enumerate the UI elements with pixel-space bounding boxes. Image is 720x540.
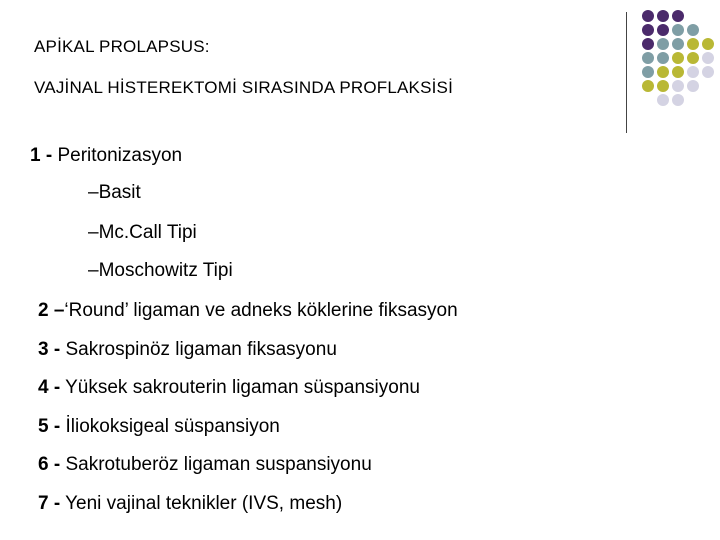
item-number: 4 -	[38, 377, 61, 398]
list-item-3	[38, 339, 337, 361]
decorative-dot	[687, 80, 699, 92]
decorative-dot	[672, 38, 684, 50]
decorative-dot	[642, 24, 654, 36]
list-item-6	[38, 454, 372, 476]
decorative-dot	[657, 52, 669, 64]
decorative-dot	[687, 66, 699, 78]
slide-title-line-2: VAJİNAL HİSTEREKTOMİ SIRASINDA PROFLAKSİSİ	[34, 78, 454, 97]
decorative-dot	[642, 10, 654, 22]
decorative-dot	[672, 10, 684, 22]
decorative-dot	[657, 66, 669, 78]
decorative-dot	[687, 24, 699, 36]
item-number: 7 -	[38, 493, 61, 514]
list-subitem-moschowitz	[88, 260, 233, 282]
list-subitem-basit	[88, 182, 141, 204]
decorative-dot	[672, 66, 684, 78]
item-number: 3 -	[38, 339, 61, 360]
decorative-dot	[657, 24, 669, 36]
item-text: –Moschowitz Tipi	[88, 260, 233, 281]
decorative-dot	[672, 52, 684, 64]
decorative-dot	[657, 94, 669, 106]
list-item-4	[38, 377, 420, 399]
item-text: –Basit	[88, 182, 141, 203]
decorative-dot-grid	[640, 10, 720, 120]
slide-title-line-1: APİKAL PROLAPSUS:	[34, 37, 210, 56]
decorative-dot	[702, 52, 714, 64]
item-text: ‘Round’ ligaman ve adneks köklerine fiksasyon	[64, 300, 458, 321]
decorative-dot	[687, 38, 699, 50]
item-text: Yeni vajinal teknikler (IVS, mesh)	[60, 493, 343, 514]
decorative-dot	[657, 80, 669, 92]
item-text: Sakrotuberöz ligaman suspansiyonu	[60, 454, 372, 475]
list-item-1	[30, 145, 182, 167]
decorative-dot	[657, 38, 669, 50]
item-number: 2 –	[38, 300, 65, 321]
decorative-dot	[642, 80, 654, 92]
decorative-dot	[672, 80, 684, 92]
decorative-dot	[642, 38, 654, 50]
decorative-dot	[672, 94, 684, 106]
list-subitem-mccall	[88, 222, 197, 244]
decorative-dot	[642, 66, 654, 78]
decorative-dot	[642, 52, 654, 64]
decorative-dot	[702, 66, 714, 78]
item-text: –Mc.Call Tipi	[88, 222, 197, 243]
item-number: 1 -	[30, 145, 53, 166]
item-number: 6 -	[38, 454, 61, 475]
list-item-5	[38, 416, 280, 438]
decorative-dot	[702, 38, 714, 50]
decorative-dot	[657, 10, 669, 22]
list-item-2	[38, 300, 458, 322]
item-text: Yüksek sakrouterin ligaman süspansiyonu	[60, 377, 420, 398]
item-number: 5 -	[38, 416, 61, 437]
item-text: Sakrospinöz ligaman fiksasyonu	[60, 339, 337, 360]
list-item-7	[38, 493, 342, 515]
decorative-dot	[672, 24, 684, 36]
item-text: İliokoksigeal süspansiyon	[60, 416, 280, 437]
item-text: Peritonizasyon	[52, 145, 183, 166]
decorative-divider	[626, 12, 627, 133]
decorative-dot	[687, 52, 699, 64]
